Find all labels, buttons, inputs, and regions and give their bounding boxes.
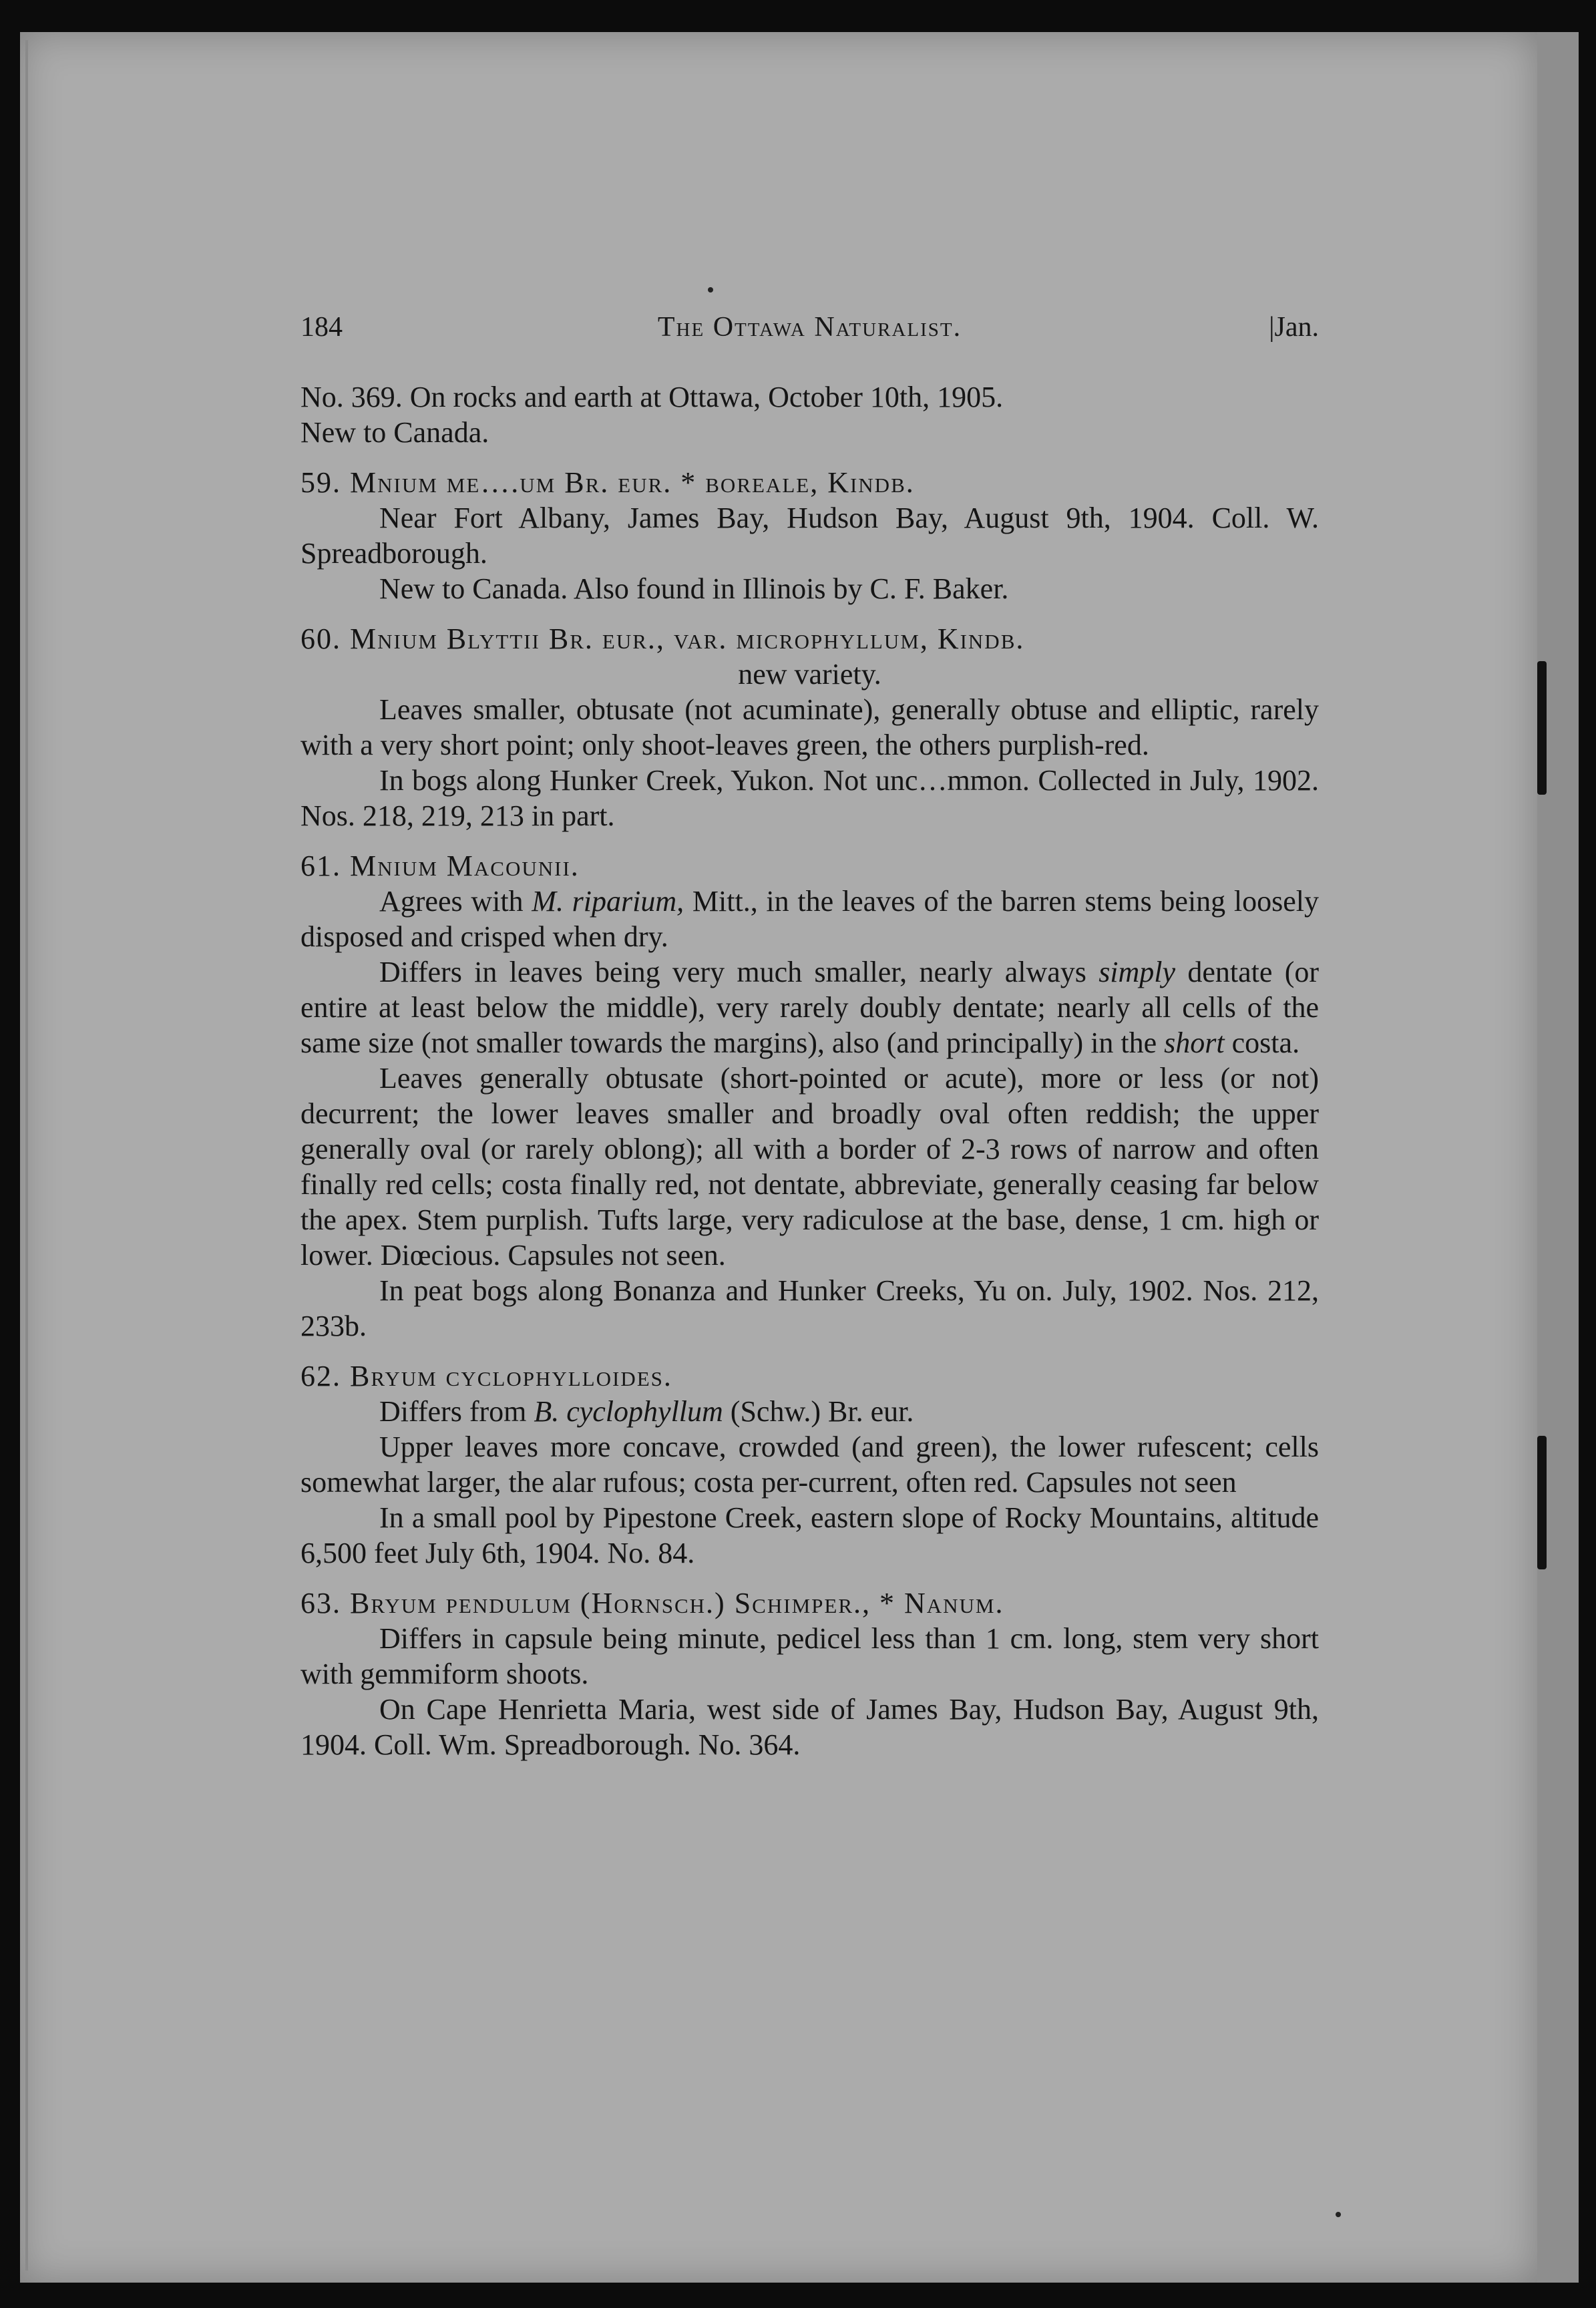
margin-mark-upper [1537,661,1547,795]
journal-title: The Ottawa Naturalist. [657,312,962,343]
species-name: M. riparium, [532,885,684,918]
entry-heading: 61. Mnium Macounii. [301,849,580,882]
paragraph [301,1394,1319,1429]
page-number: 184 [301,312,343,343]
paragraph: New to Canada. Also found in Illinois by C. F. Baker. [379,572,1009,605]
article-body [301,379,1319,1762]
paragraph: New to Canada. [301,416,489,449]
paragraph: In bogs along Hunker Creek, Yukon. Not unc…mmon. Collected in July, 1902. Nos. 218, 219, 213 in part. [301,764,1319,832]
margin-mark-lower [1537,1436,1547,1569]
emphasis: short [1164,1026,1225,1059]
speck [708,287,713,293]
entry-heading: 60. Mnium Blyttii Br. eur., var. microphyllum, Kindb. [301,622,1025,655]
paragraph: In peat bogs along Bonanza and Hunker Creeks, Yu on. July, 1902. Nos. 212, 233b. [301,1274,1319,1342]
text-run: Differs in leaves being very much smaller, nearly always [379,956,1086,988]
speck [1336,2212,1341,2217]
issue-month: |Jan. [1269,312,1319,343]
entry-subheading: new variety. [738,658,881,691]
entry-heading: 62. Bryum cyclophylloides. [301,1360,672,1392]
text-run: Mitt., in the leaves of the barren stems being loosely disposed and crisped when dry. [301,885,1320,953]
facing-page-edge [1537,32,1579,2283]
entry-60 [301,621,1319,833]
entry-63 [301,1585,1319,1762]
paragraph: Near Fort Albany, James Bay, Hudson Bay, August 9th, 1904. Coll. W. Spreadborough. [301,502,1319,570]
species-name: B. cyclophyllum [534,1395,723,1428]
entry-58-continuation [301,379,1319,450]
text-run: dentate (or entire at least below the middle), very rarely doubly dentate; nearly all cells of the same size (not smaller towards the margins), also (and principally) in the [301,956,1320,1059]
entry-62 [301,1358,1319,1571]
text-run: (Schw.) Br. eur. [730,1395,914,1428]
paragraph [301,884,1319,954]
paragraph: Differs in capsule being minute, pedicel less than 1 cm. long, stem very short with gemmiform shoots. [301,1622,1319,1690]
binding-edge [25,40,28,2271]
paragraph: No. 369. On rocks and earth at Ottawa, October 10th, 1905. [301,381,1004,413]
entry-61 [301,848,1319,1344]
text-run: Differs from [379,1395,527,1428]
text-run: Agrees with [379,885,524,918]
text-run: costa. [1231,1026,1300,1059]
paragraph: Leaves smaller, obtusate (not acuminate), generally obtuse and elliptic, rarely with a very short point; only shoot-leaves green, the others purplish-red. [301,693,1319,761]
entry-heading: 59. Mnium me….um Br. eur. * boreale, Kindb. [301,466,915,499]
paragraph: Upper leaves more concave, crowded (and green), the lower rufescent; cells somewhat larger, the alar rufous; costa per-current, often red. Capsules not seen [301,1430,1319,1499]
emphasis: simply [1099,956,1176,988]
entry-heading: 63. Bryum pendulum (Hornsch.) Schimper., * Nanum. [301,1587,1004,1619]
paragraph: On Cape Henrietta Maria, west side of James Bay, Hudson Bay, August 9th, 1904. Coll. Wm. Spreadborough. No. 364. [301,1693,1319,1761]
paragraph: In a small pool by Pipestone Creek, eastern slope of Rocky Mountains, altitude 6,500 feet July 6th, 1904. No. 84. [301,1501,1319,1569]
entry-59 [301,465,1319,606]
running-header [301,311,1319,354]
paragraph [301,954,1319,1061]
paragraph: Leaves generally obtusate (short-pointed or acute), more or less (or not) decurrent; the lower leaves smaller and broadly oval often reddish; the upper generally oval (or rarely oblong); all with a border of 2-3 rows of narrow and often finally red cells; costa finally red, not dentate, abbreviate, generally ceasing far below the apex. Stem purplish. Tufts large, very radiculose at the base, dense, 1 cm. high or lower. Diœcious. Capsules not seen. [301,1062,1319,1272]
